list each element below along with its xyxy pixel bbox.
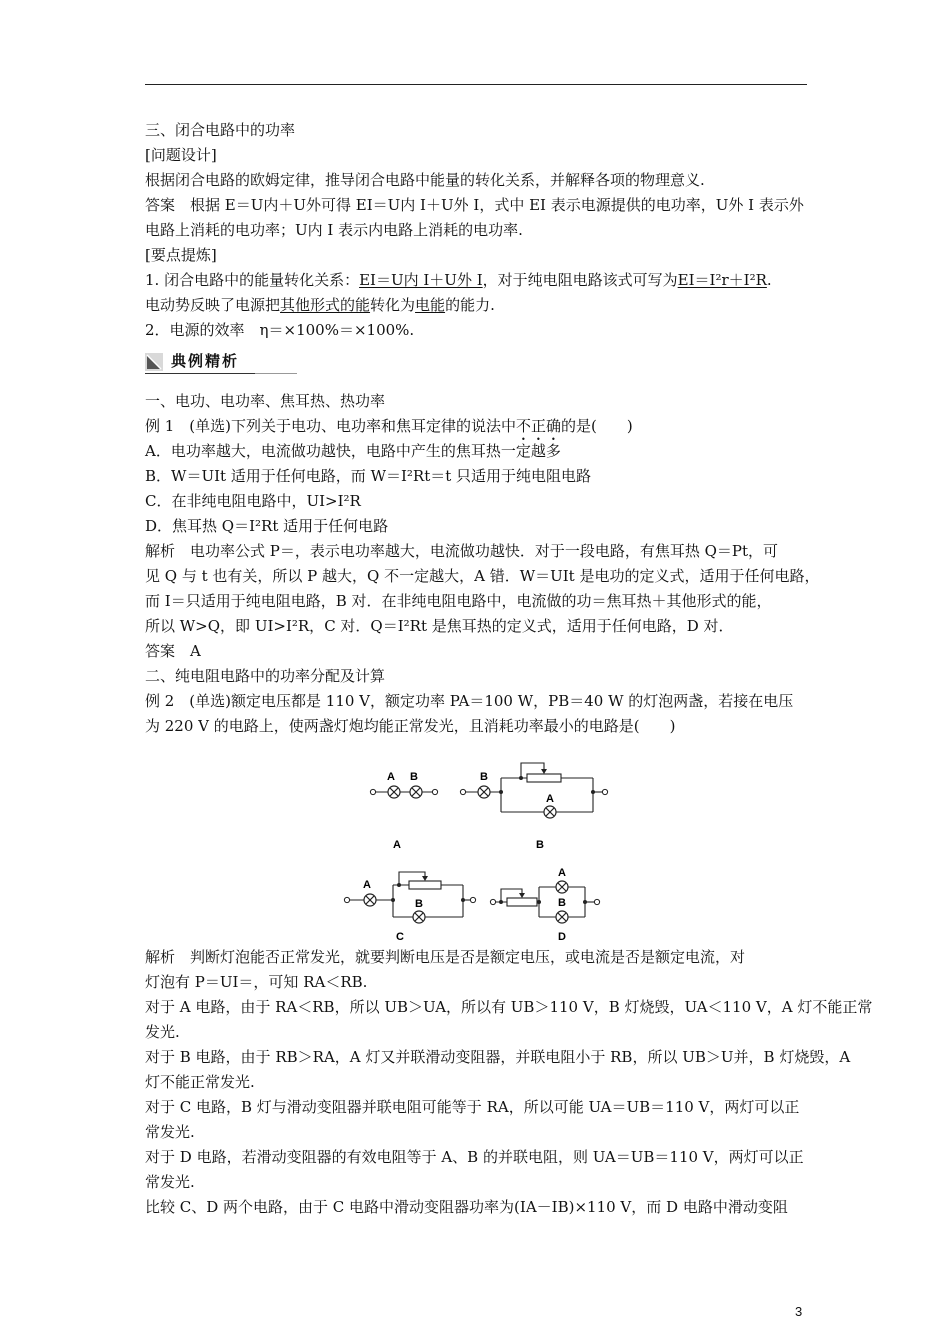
key2-mid: 转化为 bbox=[370, 296, 416, 314]
question-tag: [问题设计] bbox=[145, 146, 217, 164]
key1-eq1: EI＝U内 I＋U外 I bbox=[359, 271, 483, 289]
ex1-stem-b: 的是( ) bbox=[561, 417, 633, 435]
answer-line-2: 电路上消耗的电功率；U内 I 表示内电路上消耗的电功率. bbox=[145, 221, 523, 239]
circuit-d bbox=[490, 867, 599, 943]
analysis-line-11: 比较 C、D 两个电路，由于 C 电路中滑动变阻器功率为(IA－IB)×110 V，而 D 电路中滑动变阻 bbox=[145, 1198, 788, 1216]
examples-header bbox=[145, 349, 817, 377]
key-point-2: 2．电源的效率 η＝×100%＝×100%. bbox=[145, 321, 415, 339]
solution-line-1: 解析 电功率公式 P＝，表示电功率越大，电流做功越快．对于一段电路，有焦耳热 Q＝Pt，可 bbox=[145, 542, 779, 560]
key2-underline-2: 电能 bbox=[415, 296, 446, 314]
analysis-line-3: 对于 A 电路，由于 RA＜RB，所以 UB＞UA，所以有 UB＞110 V，B 灯烧毁，UA＜110 V，A 灯不能正常 bbox=[145, 998, 873, 1016]
option-c: C．在非纯电阻电路中，UI>I²R bbox=[145, 492, 361, 510]
example2-line-1: 例 2 (单选)额定电压都是 110 V，额定功率 PA＝100 W，PB＝40 W 的灯泡两盏，若接在电压 bbox=[145, 692, 794, 710]
ex1-stem-a: 例 1 (单选)下列关于电功、电功率和焦耳定律的说法中 bbox=[145, 417, 517, 435]
circuit-c-lamp-a-label: A bbox=[363, 879, 371, 891]
ex1-emphasis: 不正确 bbox=[516, 417, 562, 435]
key1-prefix: 1. 闭合电路中的能量转化关系： bbox=[145, 271, 360, 289]
analysis-line-6: 灯不能正常发光. bbox=[145, 1073, 255, 1091]
section-title: 三、闭合电路中的功率 bbox=[145, 121, 296, 139]
section-flag-icon bbox=[145, 353, 163, 371]
circuit-figure bbox=[145, 745, 817, 943]
solution-line-2: 见 Q 与 t 也有关，所以 P 越大，Q 不一定越大，A 错．W＝UIt 是电功的定义式，适用于任何电路， bbox=[145, 567, 820, 585]
circuit-d-lamp-b-label: B bbox=[558, 897, 566, 909]
analysis-line-1: 解析 判断灯泡能否正常发光，就要判断电压是否是额定电压，或电流是否是额定电流，对 bbox=[145, 948, 746, 966]
analysis-line-4: 发光. bbox=[145, 1023, 180, 1041]
solution-line-3: 而 I＝只适用于纯电阻电路，B 对．在非纯电阻电路中，电流做的功＝焦耳热＋其他形式的能， bbox=[145, 592, 772, 610]
key1-mid: ，对于纯电阻电路该式可写为 bbox=[482, 271, 678, 289]
analysis-line-7: 对于 C 电路，B 灯与滑动变阻器并联电阻可能等于 RA，所以可能 UA＝UB＝110 V，两灯可以正 bbox=[145, 1098, 800, 1116]
analysis-line-2: 灯泡有 P＝UI＝，可知 RA＜RB. bbox=[145, 973, 368, 991]
examples-underline-light bbox=[255, 373, 297, 374]
circuit-c bbox=[344, 872, 475, 943]
answer-line-1: 答案 根据 E＝U内＋U外可得 EI＝U内 I＋U外 I，式中 EI 表示电源提供的电功率，U外 I 表示外 bbox=[145, 196, 804, 214]
option-b: B．W＝UIt 适用于任何电路，而 W＝I²Rt＝t 只适用于纯电阻电路 bbox=[145, 467, 592, 485]
examples-title: 典例精析 bbox=[171, 352, 240, 370]
example2-line-2: 为 220 V 的电路上，使两盏灯炮均能正常发光，且消耗功率最小的电路是( ) bbox=[145, 717, 676, 735]
analysis-line-9: 对于 D 电路，若滑动变阻器的有效电阻等于 A、B 的并联电阻，则 UA＝UB＝110 V，两灯可以正 bbox=[145, 1148, 804, 1166]
analysis-line-5: 对于 B 电路，由于 RB＞RA，A 灯又并联滑动变阻器，并联电阻小于 RB，所以 UB＞U并，B 灯烧毁，A bbox=[145, 1048, 851, 1066]
page-content bbox=[145, 118, 873, 1220]
part2-title: 二、纯电阻电路中的功率分配及计算 bbox=[145, 667, 386, 685]
key-point-1b bbox=[145, 293, 817, 318]
circuit-c-caption: C bbox=[396, 931, 404, 943]
key1-eq2: EI＝I²r＋I²R bbox=[677, 271, 767, 289]
circuit-b-lamp-a-label: A bbox=[546, 793, 554, 805]
header-rule bbox=[145, 84, 807, 85]
analysis-line-10: 常发光. bbox=[145, 1173, 195, 1191]
key-point-1 bbox=[145, 268, 817, 293]
key2-prefix: 电动势反映了电源把 bbox=[145, 296, 281, 314]
analysis-line-8: 常发光. bbox=[145, 1123, 195, 1141]
circuit-c-lamp-b-label: B bbox=[415, 898, 423, 910]
key-points-tag: [要点提炼] bbox=[145, 246, 217, 264]
page-number: 3 bbox=[795, 1304, 803, 1319]
circuit-a-caption: A bbox=[393, 839, 401, 851]
circuit-d-caption: D bbox=[558, 931, 566, 943]
option-d: D．焦耳热 Q＝I²Rt 适用于任何电路 bbox=[145, 517, 389, 535]
solution-line-4: 所以 W>Q，即 UI>I²R，C 对．Q＝I²Rt 是焦耳热的定义式，适用于任何电路，D 对． bbox=[145, 617, 734, 635]
key2-underline-1: 其他形式的能 bbox=[280, 296, 371, 314]
option-a: A．电功率越大，电流做功越快，电路中产生的焦耳热一定越多 bbox=[145, 442, 561, 460]
circuit-a-lamp-a-label: A bbox=[387, 771, 395, 783]
circuit-b-lamp-b-label: B bbox=[480, 771, 488, 783]
part1-title: 一、电功、电功率、焦耳热、热功率 bbox=[145, 392, 386, 410]
circuit-diagrams bbox=[145, 745, 817, 943]
circuit-d-lamp-a-label: A bbox=[558, 867, 566, 879]
key2-end: 的能力. bbox=[445, 296, 495, 314]
example1-stem bbox=[145, 414, 817, 439]
answer-1: 答案 A bbox=[145, 642, 201, 660]
circuit-b bbox=[460, 763, 607, 851]
circuit-a bbox=[370, 771, 437, 851]
circuit-a-lamp-b-label: B bbox=[410, 771, 418, 783]
circuit-b-caption: B bbox=[536, 839, 544, 851]
key1-end: . bbox=[766, 271, 772, 289]
question-text: 根据闭合电路的欧姆定律，推导闭合电路中能量的转化关系，并解释各项的物理意义. bbox=[145, 171, 705, 189]
